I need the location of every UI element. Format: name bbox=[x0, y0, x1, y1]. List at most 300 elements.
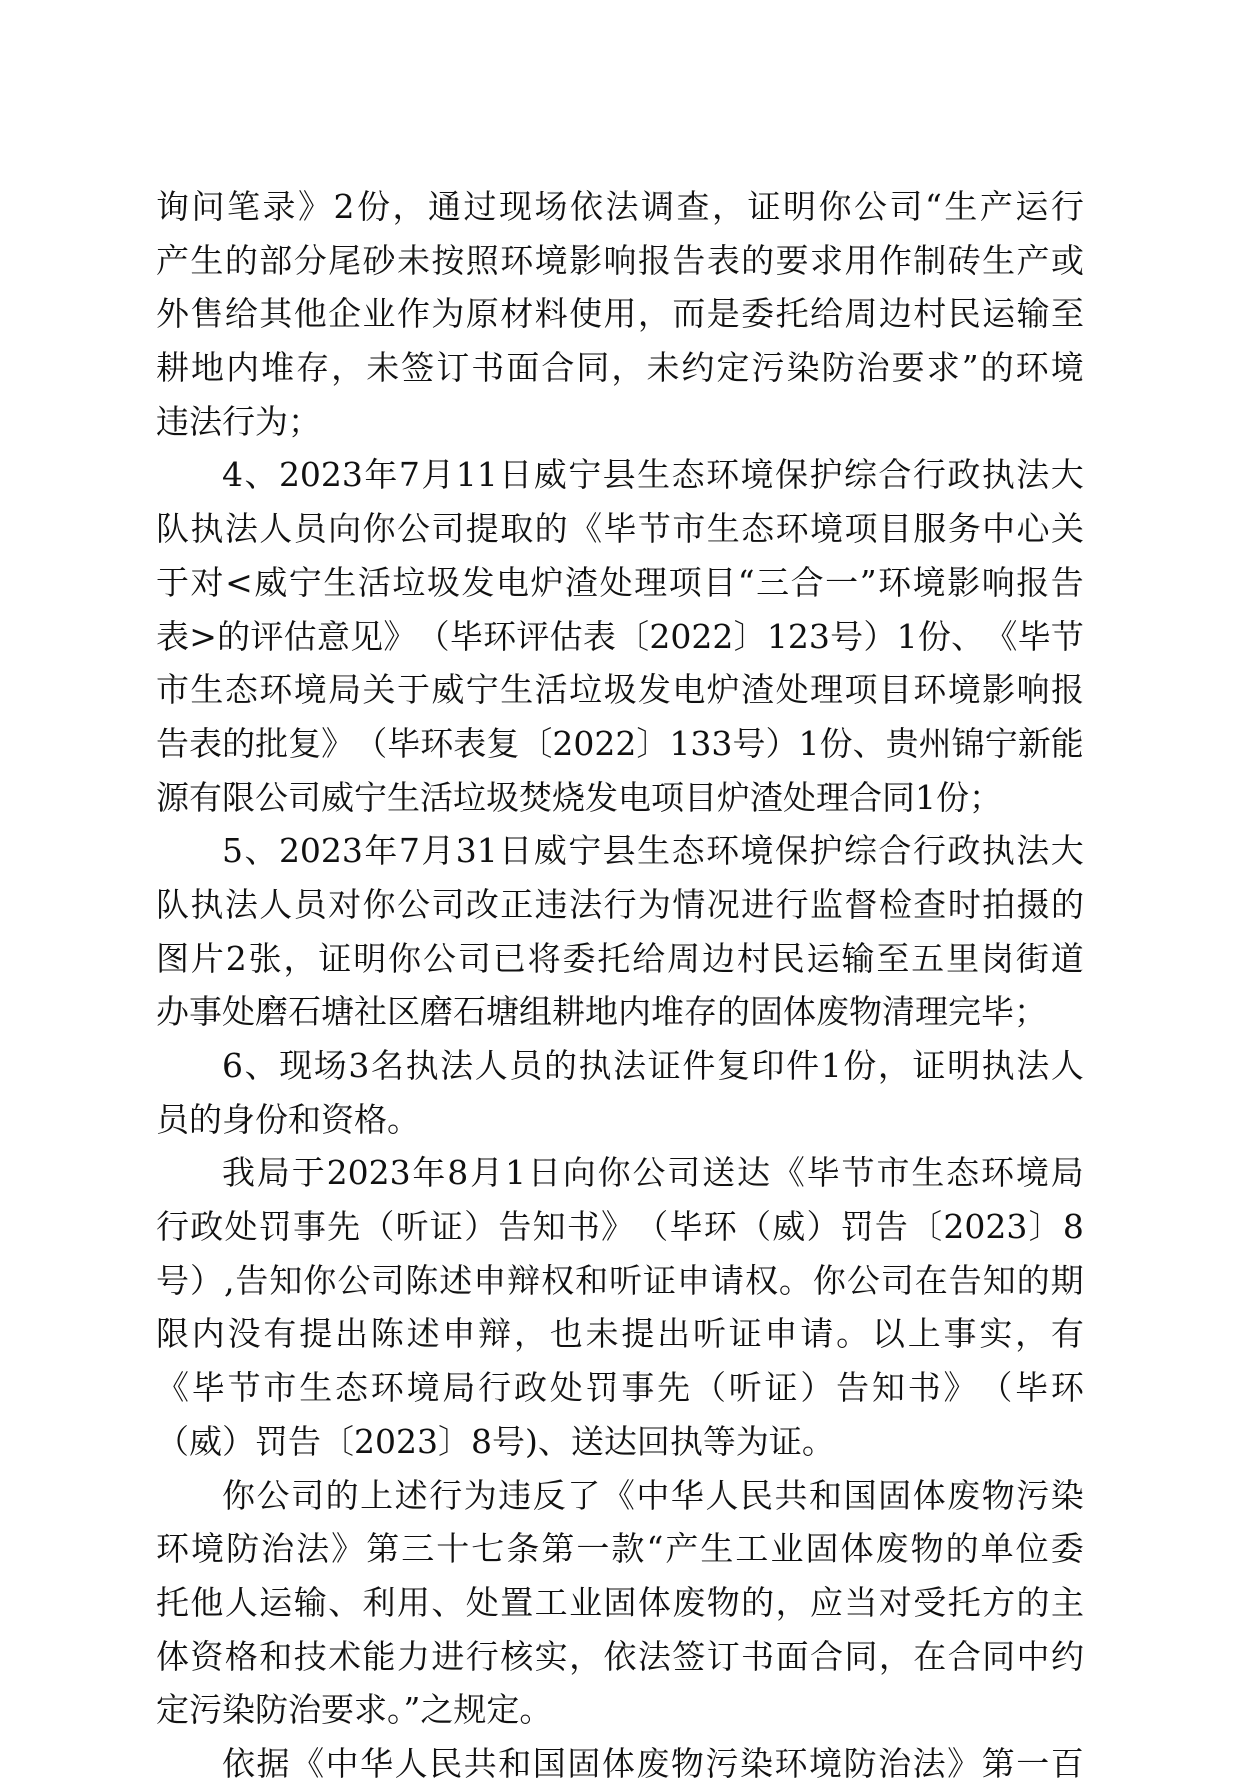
text-glyph: 发 bbox=[637, 670, 671, 710]
text-glyph: 态 bbox=[946, 1153, 980, 1193]
text-glyph: 提 bbox=[621, 1314, 655, 1354]
text-glyph: 其 bbox=[259, 294, 293, 334]
text-glyph: 你 bbox=[818, 187, 852, 226]
text-glyph: 输 bbox=[841, 938, 875, 978]
text-glyph: 毕 bbox=[806, 1153, 840, 1193]
text-glyph: ， bbox=[1015, 1314, 1049, 1354]
text-glyph: 态 bbox=[224, 670, 258, 710]
text-glyph: 县 bbox=[602, 455, 636, 495]
text-glyph: 人 bbox=[705, 1475, 739, 1515]
text-glyph: 在 bbox=[913, 1636, 947, 1676]
text-glyph: 威 bbox=[431, 670, 465, 710]
text-glyph: 中 bbox=[1016, 1636, 1050, 1676]
text-glyph: 第 bbox=[541, 1529, 575, 1569]
text-glyph: 毕 bbox=[449, 616, 483, 656]
text-glyph: 现 bbox=[499, 187, 532, 226]
text-glyph: 境 bbox=[912, 562, 946, 602]
text-glyph: 响 bbox=[981, 562, 1015, 602]
text-glyph: 公 bbox=[396, 884, 430, 924]
text-glyph: 响 bbox=[1016, 670, 1050, 710]
text-glyph: 月 bbox=[421, 831, 455, 871]
text-glyph: 司 bbox=[371, 1260, 405, 1300]
text-glyph: 态 bbox=[671, 455, 705, 495]
text-glyph: 》 bbox=[298, 187, 331, 226]
text-glyph: 》 bbox=[943, 1368, 977, 1408]
text-glyph: 生 bbox=[190, 670, 224, 710]
text-glyph: 态 bbox=[671, 831, 705, 871]
text-glyph: 毕 bbox=[1015, 1368, 1049, 1408]
text-glyph: 的 bbox=[1050, 884, 1084, 924]
text-line: 办事处磨石塘社区磨石塘组耕地内堆存的固体废物清理完毕； bbox=[156, 992, 1047, 1032]
text-glyph: 渣 bbox=[741, 670, 775, 710]
text-glyph: 行 bbox=[1050, 187, 1084, 226]
text-glyph: 未 bbox=[366, 348, 400, 388]
text-glyph: 意 bbox=[316, 616, 350, 656]
text-glyph: 合 bbox=[878, 455, 912, 495]
text-glyph: 产 bbox=[979, 187, 1013, 226]
text-glyph: 通 bbox=[428, 187, 461, 226]
text-glyph: 〕 bbox=[636, 723, 670, 763]
text-glyph: 境 bbox=[1050, 348, 1084, 388]
text-line bbox=[156, 1630, 1084, 1684]
text-glyph: 告 bbox=[948, 1260, 982, 1300]
text-glyph: 提 bbox=[299, 1314, 333, 1354]
text-glyph: 主 bbox=[1050, 1582, 1084, 1622]
text-glyph: 外 bbox=[156, 294, 189, 334]
text-glyph: 拍 bbox=[982, 884, 1016, 924]
text-glyph: 监 bbox=[810, 884, 844, 924]
text-glyph: 人 bbox=[1050, 1046, 1084, 1085]
text-glyph: 处 bbox=[465, 1582, 499, 1622]
text-glyph: 环 bbox=[703, 1207, 737, 1247]
text-glyph: 综 bbox=[843, 831, 877, 871]
text-glyph: 体 bbox=[637, 1582, 671, 1622]
text-glyph: 证 bbox=[728, 1314, 762, 1354]
text-glyph: 心 bbox=[1016, 509, 1050, 549]
text-glyph: 大 bbox=[1050, 831, 1084, 871]
text-glyph: 宁 bbox=[984, 723, 1018, 763]
text-glyph: 贵 bbox=[885, 723, 919, 763]
text-glyph: 名 bbox=[370, 1046, 404, 1085]
text-glyph: 作 bbox=[878, 240, 912, 280]
text-glyph: 托 bbox=[775, 294, 809, 334]
text-glyph: 电 bbox=[495, 562, 529, 602]
text-glyph: 评 bbox=[516, 616, 550, 656]
text-glyph: 中 bbox=[636, 1475, 670, 1515]
text-glyph: ） bbox=[189, 1260, 223, 1300]
text-glyph: 处 bbox=[599, 562, 633, 602]
text-glyph: 《 bbox=[291, 1743, 325, 1783]
text-glyph: 项 bbox=[668, 562, 702, 602]
text-glyph: 境 bbox=[740, 831, 774, 871]
text-glyph: 报 bbox=[1016, 562, 1050, 602]
text-glyph: 约 bbox=[681, 348, 715, 388]
text-glyph: 市 bbox=[672, 509, 706, 549]
text-glyph: 宁 bbox=[568, 831, 602, 871]
text-glyph: 摄 bbox=[1016, 884, 1050, 924]
text-glyph: 污 bbox=[1016, 1475, 1050, 1515]
text-glyph: 炉 bbox=[530, 562, 564, 602]
document-body bbox=[156, 180, 1084, 1791]
text-glyph: 防 bbox=[821, 348, 855, 388]
text-glyph: 生 bbox=[982, 240, 1016, 280]
text-glyph: 置 bbox=[500, 1582, 534, 1622]
text-glyph: 境 bbox=[1015, 1153, 1049, 1193]
text-glyph: 号 bbox=[156, 1260, 189, 1300]
text-glyph: 书 bbox=[741, 1636, 775, 1676]
text-glyph: 托 bbox=[947, 1582, 981, 1622]
text-glyph: 要 bbox=[891, 348, 925, 388]
text-glyph: 的 bbox=[222, 723, 256, 763]
text-glyph: 宁 bbox=[288, 562, 322, 602]
text-line bbox=[156, 502, 1084, 556]
text-glyph: 期 bbox=[1050, 1260, 1084, 1300]
text-glyph: 位 bbox=[1015, 1529, 1049, 1569]
text-glyph: 和 bbox=[809, 1475, 843, 1515]
text-glyph: 固 bbox=[567, 1743, 601, 1783]
text-glyph: 听 bbox=[395, 1207, 429, 1247]
text-glyph: ， bbox=[611, 348, 645, 388]
text-glyph: ， bbox=[775, 1582, 809, 1622]
text-glyph: 治 bbox=[261, 1529, 295, 1569]
text-line bbox=[156, 610, 1084, 664]
text-glyph: 听 bbox=[728, 1368, 762, 1408]
text-glyph: 县 bbox=[602, 831, 636, 871]
text-glyph: 场 bbox=[534, 187, 568, 226]
text-glyph: 托 bbox=[156, 1582, 189, 1622]
text-glyph: 给 bbox=[224, 294, 258, 334]
text-glyph: 节 bbox=[227, 1368, 261, 1408]
text-glyph: 响 bbox=[603, 240, 637, 280]
text-glyph: 分 bbox=[293, 240, 327, 280]
text-glyph: 的 bbox=[1016, 1582, 1050, 1622]
text-glyph: 国 bbox=[843, 1475, 877, 1515]
text-glyph: 处 bbox=[224, 1207, 258, 1247]
text-glyph: 里 bbox=[946, 938, 980, 978]
text-glyph: 先 bbox=[327, 1207, 361, 1247]
text-glyph: 的 bbox=[980, 348, 1014, 388]
text-glyph: 企 bbox=[328, 294, 362, 334]
text-glyph: 正 bbox=[500, 884, 534, 924]
text-glyph: 明 bbox=[947, 1046, 981, 1085]
text-glyph: 业 bbox=[362, 294, 396, 334]
text-glyph: 知 bbox=[871, 1368, 905, 1408]
text-glyph: 《 bbox=[156, 1368, 189, 1408]
text-glyph: 款 bbox=[611, 1529, 645, 1569]
text-glyph: 报 bbox=[637, 240, 671, 280]
text-glyph: 在 bbox=[914, 1260, 948, 1300]
text-glyph: 队 bbox=[156, 509, 189, 549]
text-glyph: 务 bbox=[947, 509, 981, 549]
text-glyph: 环 bbox=[1015, 348, 1049, 388]
text-glyph: 使 bbox=[569, 294, 603, 334]
text-glyph: 复 bbox=[288, 723, 322, 763]
text-glyph: 你 bbox=[303, 1260, 337, 1300]
text-glyph: 申 bbox=[677, 1260, 710, 1300]
text-glyph: 能 bbox=[1050, 723, 1084, 763]
text-glyph: 毕 bbox=[387, 723, 421, 763]
text-glyph: 员 bbox=[293, 509, 327, 549]
text-glyph: 书 bbox=[566, 1207, 600, 1247]
text-glyph: 生 bbox=[700, 1529, 734, 1569]
text-glyph: 局 bbox=[328, 670, 362, 710]
text-glyph: ） bbox=[863, 616, 897, 656]
text-glyph: 要 bbox=[775, 240, 809, 280]
text-glyph: 、 bbox=[244, 831, 278, 871]
text-glyph: ） bbox=[806, 1207, 840, 1247]
text-glyph: 关 bbox=[362, 670, 396, 710]
text-glyph: 约 bbox=[1050, 1636, 1084, 1676]
text-glyph: 人 bbox=[259, 509, 293, 549]
text-glyph: 书 bbox=[907, 1368, 941, 1408]
text-glyph: 表 bbox=[156, 616, 189, 656]
text-glyph: 6 bbox=[222, 1046, 243, 1085]
text-glyph: 治 bbox=[856, 348, 890, 388]
text-glyph: 环 bbox=[259, 670, 293, 710]
text-glyph: 为 bbox=[637, 884, 671, 924]
text-line bbox=[156, 1307, 1084, 1361]
text-glyph: 道 bbox=[1050, 938, 1084, 978]
text-glyph: 环 bbox=[878, 562, 912, 602]
text-glyph: 告 bbox=[498, 1207, 532, 1247]
text-glyph: 已 bbox=[492, 938, 526, 978]
text-glyph: 上 bbox=[360, 1475, 394, 1515]
text-glyph: 产 bbox=[156, 240, 189, 280]
text-glyph: 服 bbox=[913, 509, 947, 549]
text-glyph: 民 bbox=[947, 294, 981, 334]
text-glyph: “ bbox=[646, 1529, 664, 1569]
text-glyph: （ bbox=[416, 616, 450, 656]
text-glyph: 时 bbox=[947, 884, 981, 924]
text-glyph: 份 bbox=[819, 723, 853, 763]
text-glyph: 垃 bbox=[392, 562, 426, 602]
text-glyph: 护 bbox=[809, 455, 843, 495]
text-glyph: 砖 bbox=[947, 240, 981, 280]
text-glyph: 〔 bbox=[616, 616, 650, 656]
text-glyph: 查 bbox=[913, 884, 947, 924]
text-glyph: 法 bbox=[912, 1743, 946, 1783]
text-glyph: 。 bbox=[836, 1314, 870, 1354]
text-glyph: 4 bbox=[222, 455, 243, 495]
text-glyph: 大 bbox=[1050, 455, 1084, 495]
text-glyph: 尾 bbox=[328, 240, 362, 280]
text-glyph: 共 bbox=[774, 1475, 808, 1515]
text-glyph: 问 bbox=[191, 187, 225, 226]
text-line bbox=[156, 1361, 1084, 1415]
text-glyph: 同 bbox=[576, 348, 610, 388]
text-glyph: 护 bbox=[809, 831, 843, 871]
text-glyph: 条 bbox=[506, 1529, 540, 1569]
text-glyph: 法 bbox=[569, 884, 603, 924]
text-glyph: 委 bbox=[1050, 1529, 1084, 1569]
text-glyph: 申 bbox=[764, 1314, 798, 1354]
text-glyph: 7 bbox=[398, 831, 420, 871]
text-glyph: 物 bbox=[981, 1475, 1015, 1515]
text-glyph: 华 bbox=[360, 1743, 394, 1783]
text-glyph: 求 bbox=[810, 240, 844, 280]
text-glyph: 堆 bbox=[261, 348, 295, 388]
text-glyph: 、 bbox=[431, 1582, 465, 1622]
text-glyph: 境 bbox=[406, 1368, 440, 1408]
text-glyph: 州 bbox=[918, 723, 952, 763]
text-glyph: 行 bbox=[912, 831, 946, 871]
text-glyph: 运 bbox=[982, 294, 1016, 334]
text-glyph: 环 bbox=[913, 670, 947, 710]
text-glyph: 体 bbox=[912, 1475, 946, 1515]
text-glyph: 年 bbox=[364, 455, 398, 495]
text-glyph: 司 bbox=[889, 187, 923, 226]
text-glyph: 录 bbox=[262, 187, 296, 226]
text-glyph: 合 bbox=[947, 1636, 981, 1676]
text-glyph: 边 bbox=[878, 294, 912, 334]
text-glyph: 、 bbox=[244, 455, 278, 495]
text-glyph: 固 bbox=[878, 1475, 912, 1515]
text-glyph: 格 bbox=[224, 1636, 258, 1676]
text-glyph: 司 bbox=[880, 1260, 914, 1300]
text-glyph: 年 bbox=[412, 1153, 446, 1193]
text-glyph: 体 bbox=[156, 1636, 189, 1676]
text-glyph: 生 bbox=[944, 187, 978, 226]
text-glyph: 影 bbox=[947, 562, 981, 602]
text-glyph: 活 bbox=[534, 670, 568, 710]
text-glyph: 先 bbox=[657, 1368, 691, 1408]
text-glyph: 局 bbox=[256, 1153, 290, 1193]
text-glyph: 炉 bbox=[706, 670, 740, 710]
text-glyph: 》 bbox=[383, 616, 417, 656]
text-glyph: 政 bbox=[947, 831, 981, 871]
text-glyph: 、 bbox=[244, 1046, 278, 1085]
text-glyph: 产 bbox=[1016, 240, 1050, 280]
text-glyph: 8 bbox=[447, 1153, 469, 1193]
text-glyph: 权 bbox=[541, 1260, 575, 1300]
text-glyph: 估 bbox=[283, 616, 317, 656]
text-glyph: 体 bbox=[840, 1529, 874, 1569]
text-glyph: 上 bbox=[907, 1314, 941, 1354]
text-glyph: ， bbox=[878, 1636, 912, 1676]
text-glyph: 垃 bbox=[569, 670, 603, 710]
text-glyph: 行 bbox=[156, 1207, 189, 1247]
text-glyph: 环 bbox=[370, 1368, 404, 1408]
text-glyph: 防 bbox=[226, 1529, 260, 1569]
text-glyph: 罚 bbox=[840, 1207, 874, 1247]
text-glyph: 队 bbox=[156, 884, 189, 924]
text-glyph: 对 bbox=[190, 562, 224, 602]
text-line bbox=[156, 234, 1084, 288]
text-glyph: 用 bbox=[844, 240, 878, 280]
text-glyph: 《 bbox=[601, 1475, 635, 1515]
text-glyph: 同 bbox=[982, 1636, 1016, 1676]
text-glyph: 保 bbox=[775, 455, 809, 495]
text-glyph: 2023 bbox=[943, 1207, 1028, 1247]
text-glyph: 询 bbox=[156, 187, 189, 226]
text-glyph: 同 bbox=[844, 1636, 878, 1676]
text-glyph: 图 bbox=[156, 938, 189, 978]
text-glyph: 生 bbox=[299, 1368, 333, 1408]
text-line bbox=[156, 717, 1084, 771]
text-glyph: 用 bbox=[603, 294, 637, 334]
text-glyph: 染 bbox=[786, 348, 820, 388]
text-glyph: 项 bbox=[844, 509, 878, 549]
text-glyph: 依 bbox=[603, 1636, 637, 1676]
text-glyph: 给 bbox=[632, 938, 666, 978]
text-glyph: 将 bbox=[527, 938, 561, 978]
text-glyph: 影 bbox=[569, 240, 603, 280]
text-line bbox=[156, 1737, 1084, 1791]
text-glyph: 综 bbox=[843, 455, 877, 495]
text-glyph: 份 bbox=[917, 616, 951, 656]
text-glyph: ， bbox=[637, 294, 671, 334]
text-line: （威）罚告〔2023〕8号)、送达回执等为证。 bbox=[156, 1421, 835, 1461]
text-glyph: 运 bbox=[259, 1582, 293, 1622]
text-glyph: 未 bbox=[646, 348, 680, 388]
text-line bbox=[156, 180, 1084, 234]
text-glyph: 圾 bbox=[426, 562, 460, 602]
text-glyph: ， bbox=[712, 187, 745, 226]
text-glyph: 一 bbox=[825, 562, 859, 602]
text-glyph: 公 bbox=[256, 1475, 290, 1515]
text-glyph: 一 bbox=[576, 1529, 610, 1569]
text-glyph: 签 bbox=[672, 1636, 706, 1676]
text-glyph: 态 bbox=[741, 509, 775, 549]
text-glyph: 反 bbox=[532, 1475, 566, 1515]
text-glyph: 生 bbox=[500, 670, 534, 710]
text-glyph: 行 bbox=[603, 884, 637, 924]
text-glyph: 和 bbox=[575, 1260, 609, 1300]
text-glyph: 1 bbox=[798, 723, 820, 763]
text-glyph: 实 bbox=[979, 1314, 1013, 1354]
text-glyph: 的 bbox=[741, 240, 775, 280]
text-glyph: ， bbox=[331, 348, 365, 388]
text-glyph: 的 bbox=[1016, 1260, 1050, 1300]
text-glyph: 我 bbox=[222, 1153, 255, 1193]
text-glyph: 产 bbox=[665, 1529, 699, 1569]
text-glyph: 活 bbox=[357, 562, 391, 602]
text-glyph: 的 bbox=[945, 1529, 979, 1569]
text-glyph: 听 bbox=[692, 1314, 726, 1354]
text-glyph: 为 bbox=[431, 294, 465, 334]
text-line: 员的身份和资格。 bbox=[156, 1099, 420, 1139]
text-glyph: 日 bbox=[499, 831, 533, 871]
text-glyph: 废 bbox=[636, 1743, 670, 1783]
text-glyph: 委 bbox=[741, 294, 775, 334]
text-glyph: 罚 bbox=[258, 1207, 292, 1247]
text-glyph: 民 bbox=[739, 1475, 773, 1515]
text-glyph: 1 bbox=[896, 616, 918, 656]
text-glyph: 他 bbox=[190, 1582, 224, 1622]
text-glyph: ” bbox=[961, 348, 979, 388]
text-glyph: 月 bbox=[421, 455, 455, 495]
text-glyph: 人 bbox=[259, 884, 293, 924]
text-glyph: 告 bbox=[156, 723, 189, 763]
text-glyph: 锦 bbox=[951, 723, 985, 763]
text-glyph: 号 bbox=[732, 723, 766, 763]
text-glyph: 局 bbox=[1050, 1153, 1084, 1193]
text-glyph: 告 bbox=[874, 1207, 908, 1247]
text-glyph: 合 bbox=[810, 1636, 844, 1676]
text-glyph: 环 bbox=[156, 1529, 189, 1569]
text-glyph: 染 bbox=[739, 1743, 773, 1783]
text-glyph: 村 bbox=[736, 938, 770, 978]
text-glyph: 见 bbox=[350, 616, 384, 656]
text-glyph: 和 bbox=[259, 1636, 293, 1676]
text-glyph: 生 bbox=[323, 562, 357, 602]
text-glyph: 证 bbox=[764, 1368, 798, 1408]
text-glyph: 告 bbox=[836, 1368, 870, 1408]
text-glyph: 订 bbox=[706, 1636, 740, 1676]
text-glyph: 原 bbox=[465, 294, 499, 334]
text-glyph: ” bbox=[859, 562, 877, 602]
text-glyph: 督 bbox=[844, 884, 878, 924]
